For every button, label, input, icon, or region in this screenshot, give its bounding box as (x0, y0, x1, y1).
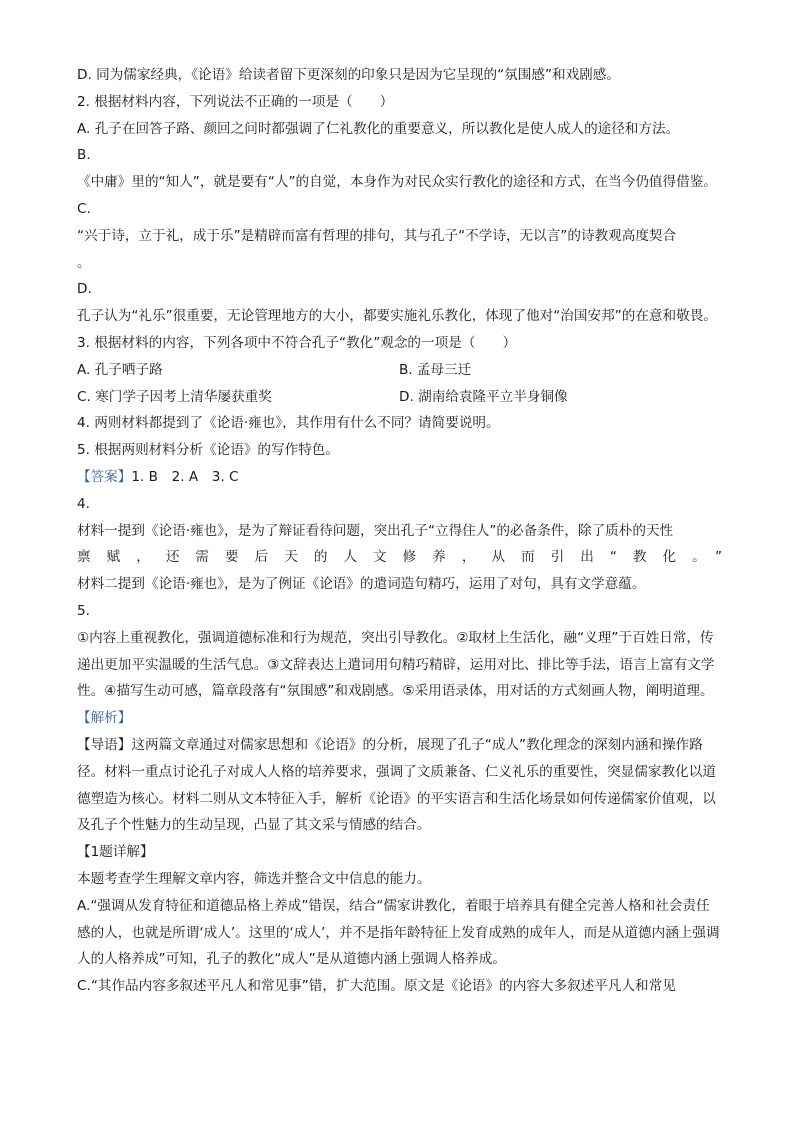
answer-q5-text: ①内容上重视教化，强调道德标准和行为规范，突出引导教化。②取材上生活化，融“义理”于百姓日常，传递出更加平实温暖的生活气息。③文辞表达上遣词用句精巧精辟，运用对比、排比等手法，语言上富有文学性。④描写生动可感，篇章段落有“氛围感”和戏剧感。⑤采用语录体，用对话的方式刻画人物，阐明道理。 (77, 629, 715, 700)
answer-line (77, 464, 722, 491)
q4-stem: 4. 两则材料都提到了《论语·雍也》，其作用有什么不同？请简要说明。 (77, 415, 500, 432)
q5-stem: 5. 根据两则材料分析《论语》的写作特色。 (77, 442, 339, 459)
q3-option-b: B. 孟母三迁 (399, 361, 472, 378)
answer-label: 【答案】 (77, 468, 132, 485)
analysis-q1-option-c: C.“其作品内容多叙述平凡人和常见事”错，扩大范围。原文是《论语》的内容大多叙述平凡人和常见 (77, 978, 676, 995)
q3-stem: 3. 根据材料的内容，下列各项中不符合孔子“教化”观念的一项是（ ） (77, 334, 517, 351)
answer-q5-label: 5. (77, 602, 90, 619)
q2-option-d-text: 孔子认为“礼乐”很重要，无论管理地方的大小，都要实施礼乐教化，体现了他对“治国安邦”的在意和敬畏。 (77, 308, 717, 325)
q3-options-row-2 (77, 384, 722, 411)
answer-q4-line-3: 材料二提到《论语·雍也》，是为了例证《论语》的遣词造句精巧，运用了对句，具有文学意蕴。 (77, 576, 646, 593)
q2-option-c-end: 。 (77, 254, 91, 271)
q2-option-c-text: “兴于诗，立于礼，成于乐”是精辟而富有哲理的排句，其与孔子“不学诗，无以言”的诗教观高度契合 (77, 227, 677, 244)
analysis-label: 【解析】 (77, 710, 132, 727)
q3-options-row-1 (77, 357, 722, 384)
q2-option-d-label: D. (77, 281, 92, 298)
q2-option-b-label: B. (77, 147, 91, 164)
q3-option-c: C. 寒门学子因考上清华屡获重奖 (77, 388, 272, 405)
answer-q4-line-2: 禀赋，还需要后天的人文修养，从而引出“教化。” (77, 549, 722, 566)
q1-option-d: D. 同为儒家经典，《论语》给读者留下更深刻的印象只是因为它呈现的“氛围感”和戏剧感。 (77, 67, 620, 83)
q2-option-c-label: C. (77, 200, 91, 217)
answer-text: 1. B 2. A 3. C (131, 468, 239, 485)
analysis-q1-option-a: A.“强调从发育特征和道德品格上养成”错误，结合“儒家讲教化，着眼于培养具有健全完善人格和社会责任感的人，也就是所谓‘成人’。这里的‘成人’，并不是指年龄特征上发育成熟的成年人，而是从道德内涵上强调人的人格养成”可知，孔子的教化“成人”是从道德内涵上强调人格养成。 (77, 897, 720, 968)
analysis-q1-intro: 本题考查学生理解文章内容，筛选并整合文中信息的能力。 (77, 870, 431, 887)
analysis-guide: 【导语】这两篇文章通过对儒家思想和《论语》的分析，展现了孔子“成人”教化理念的深刻内涵和操作路径。材料一重点讨论孔子对成人人格的培养要求，强调了文质兼备、仁义礼乐的重要性，突显儒家教化以道德塑造为核心。材料二则从文本特征入手，解析《论语》的平实语言和生活化场景如何传递儒家价值观，以及孔子个性魅力的生动呈现，凸显了其文采与情感的结合。 (77, 736, 716, 834)
q3-option-d: D. 湖南给袁隆平立半身铜像 (399, 388, 568, 405)
answer-q4-line-1: 材料一提到《论语·雍也》，是为了辩证看待问题，突出孔子“立得住人”的必备条件，除了质朴的天性 (77, 522, 674, 539)
q2-stem: 2. 根据材料内容，下列说法不正确的一项是（ ） (77, 93, 394, 110)
answer-q4-label: 4. (77, 495, 90, 512)
q2-option-a: A. 孔子在回答子路、颜回之问时都强调了仁礼教化的重要意义，所以教化是使人成人的途径和方法。 (77, 120, 680, 137)
q2-option-b-text: 《中庸》里的“知人”，就是要有“人”的自觉，本身作为对民众实行教化的途径和方式，在当今仍值得借鉴。 (77, 174, 717, 191)
q3-option-a: A. 孔子哂子路 (77, 361, 163, 378)
analysis-q1-label: 【1题详解】 (77, 844, 154, 861)
